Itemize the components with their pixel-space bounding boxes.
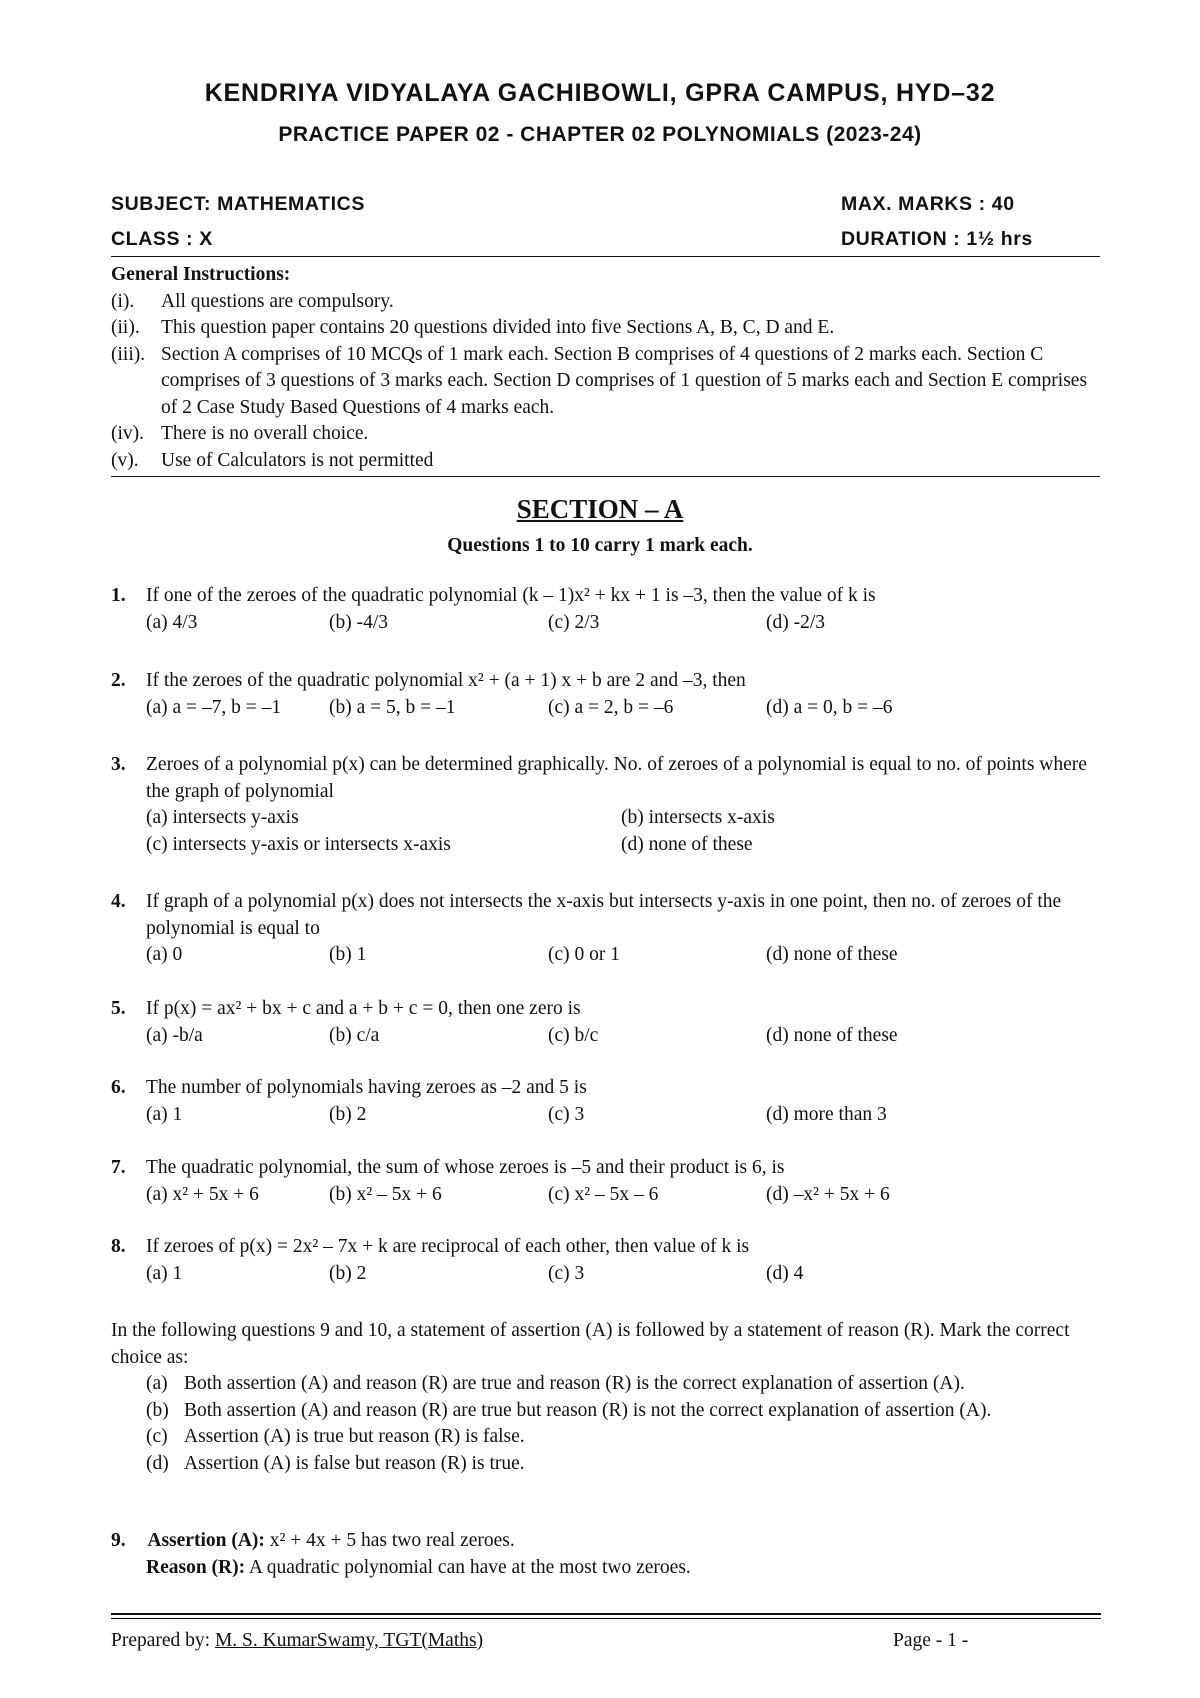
option-d: (d) none of these: [621, 833, 753, 855]
ar-choice: [146, 1451, 1066, 1478]
option-d: (d) 4: [766, 1262, 804, 1284]
instructions-title: General Instructions:: [111, 264, 291, 285]
option-c: (c) 3: [548, 1103, 585, 1125]
options-row: [146, 610, 1101, 637]
ar-choice: [146, 1398, 1066, 1425]
question-7: [111, 1155, 1101, 1208]
prepared-by-label: Prepared by:: [111, 1630, 211, 1651]
option-b: (b) 1: [329, 944, 367, 965]
instruction-item: [111, 315, 1101, 342]
options-row: [146, 805, 1101, 832]
question-text: The quadratic polynomial, the sum of whose zeroes is –5 and their product is 6, is: [146, 1157, 785, 1178]
ar-choice-text: Assertion (A) is true but reason (R) is false.: [184, 1426, 525, 1447]
assertion-label: Assertion (A):: [147, 1530, 265, 1551]
general-instructions: [111, 262, 1101, 474]
question-1: [111, 583, 1101, 636]
options-row: [146, 1182, 1101, 1209]
instruction-number: (ii).: [111, 317, 140, 338]
ar-choice-text: Both assertion (A) and reason (R) are true and reason (R) is the correct explanation of assertion (A).: [184, 1373, 965, 1394]
subject-label: SUBJECT: MATHEMATICS: [111, 193, 365, 215]
options-row: [146, 832, 1101, 859]
question-number: 3.: [111, 754, 126, 775]
question-text: If p(x) = ax² + bx + c and a + b + c = 0, then one zero is: [146, 998, 581, 1019]
question-text: If one of the zeroes of the quadratic polynomial (k – 1)x² + kx + 1 is –3, then the value of k is: [146, 585, 876, 606]
option-c: (c) intersects y-axis or intersects x-axis: [146, 833, 451, 855]
options-row: [146, 942, 1101, 969]
option-b: (b) 2: [329, 1262, 367, 1284]
school-name: KENDRIYA VIDYALAYA GACHIBOWLI, GPRA CAMPUS, HYD–32: [204, 79, 996, 107]
question-number: 1.: [111, 585, 126, 606]
option-a: (a) intersects y-axis: [146, 807, 299, 828]
instruction-text: All questions are compulsory.: [161, 290, 394, 312]
ar-choice: [146, 1371, 1066, 1398]
question-number: 6.: [111, 1077, 126, 1098]
instruction-text: There is no overall choice.: [161, 423, 369, 444]
page-number: Page - 1 -: [893, 1630, 969, 1651]
duration-label: DURATION : 1½ hrs: [841, 228, 1033, 250]
option-d: (d) -2/3: [766, 611, 826, 633]
class-label: CLASS : X: [111, 228, 213, 250]
question-6: [111, 1075, 1101, 1128]
question-number: 9.: [111, 1530, 126, 1551]
instruction-number: (v).: [111, 449, 139, 471]
option-d: (d) –x² + 5x + 6: [766, 1183, 890, 1205]
question-2: [111, 668, 1101, 721]
option-d: (d) none of these: [766, 944, 898, 965]
question-9: [111, 1528, 1101, 1581]
instruction-text: This question paper contains 20 questions divided into five Sections A, B, C, D and E.: [161, 317, 835, 338]
section-subtitle: Questions 1 to 10 carry 1 mark each.: [447, 535, 753, 556]
assertion-reason-choices: [146, 1371, 1066, 1477]
option-a: (a) -b/a: [146, 1024, 203, 1046]
ar-choice-label: (a): [146, 1373, 168, 1394]
instruction-item: [111, 448, 1101, 475]
header-divider: [111, 256, 1100, 257]
question-number: 7.: [111, 1157, 126, 1178]
question-text: Zeroes of a polynomial p(x) can be determined graphically. No. of zeroes of a polynomial is equal to no. of points where the graph of polynomial: [146, 754, 1087, 802]
option-c: (c) b/c: [548, 1024, 599, 1046]
option-d: (d) a = 0, b = –6: [766, 696, 893, 718]
option-c: (c) x² – 5x – 6: [548, 1183, 659, 1205]
instruction-text: Section A comprises of 10 MCQs of 1 mark each. Section B comprises of 4 questions of 2 marks each. Section C comprises of 3 questions of 3 marks each. Section D comprises of 1 question of 5 marks each and Section E comprises of 2 Case Study Based Questions of 4 marks each.: [161, 343, 1088, 418]
ar-choice-label: (d): [146, 1452, 169, 1474]
ar-choice: [146, 1424, 1066, 1451]
option-c: (c) 0 or 1: [548, 944, 621, 965]
instruction-number: (i).: [111, 290, 135, 312]
option-a: (a) 1: [146, 1262, 183, 1284]
assertion-reason-intro: In the following questions 9 and 10, a statement of assertion (A) is followed by a statement of reason (R). Mark the correct choice as:: [111, 1320, 1070, 1368]
ar-choice-label: (b): [146, 1399, 169, 1421]
question-5: [111, 996, 1101, 1049]
options-row: [146, 1023, 1101, 1050]
option-c: (c) 2/3: [548, 611, 600, 633]
option-b: (b) a = 5, b = –1: [329, 696, 456, 718]
option-b: (b) -4/3: [329, 611, 389, 633]
ar-choice-text: Assertion (A) is false but reason (R) is true.: [184, 1452, 525, 1474]
ar-choice-text: Both assertion (A) and reason (R) are true but reason (R) is not the correct explanation of assertion (A).: [184, 1399, 992, 1421]
max-marks-label: MAX. MARKS : 40: [841, 193, 1015, 215]
option-a: (a) 0: [146, 944, 183, 965]
option-c: (c) 3: [548, 1262, 585, 1284]
instruction-item: [111, 342, 1101, 422]
question-3: [111, 752, 1101, 858]
author-name: M. S. KumarSwamy, TGT(Maths): [214, 1630, 484, 1651]
instructions-divider: [111, 476, 1100, 477]
option-a: (a) 4/3: [146, 611, 198, 633]
ar-choice-label: (c): [146, 1426, 168, 1447]
question-number: 2.: [111, 670, 126, 691]
assertion-text: x² + 4x + 5 has two real zeroes.: [269, 1530, 515, 1551]
option-d: (d) more than 3: [766, 1103, 887, 1125]
instruction-number: (iii).: [111, 343, 146, 365]
options-row: [146, 1102, 1101, 1129]
paper-title: PRACTICE PAPER 02 - CHAPTER 02 POLYNOMIALS (2023-24): [278, 123, 922, 146]
option-b: (b) c/a: [329, 1024, 380, 1046]
reason-label: Reason (R):: [146, 1556, 246, 1578]
option-b: (b) 2: [329, 1103, 367, 1125]
option-d: (d) none of these: [766, 1024, 898, 1046]
instruction-text: Use of Calculators is not permitted: [161, 449, 434, 471]
option-a: (a) a = –7, b = –1: [146, 696, 282, 718]
question-text: If the zeroes of the quadratic polynomial x² + (a + 1) x + b are 2 and –3, then: [146, 670, 746, 691]
question-number: 8.: [111, 1236, 126, 1257]
footer-divider-thin: [111, 1618, 1101, 1619]
instruction-item: [111, 289, 1101, 316]
instruction-item: [111, 421, 1101, 448]
option-b: (b) intersects x-axis: [621, 807, 775, 828]
section-title: SECTION – A: [516, 494, 684, 524]
question-text: The number of polynomials having zeroes as –2 and 5 is: [146, 1077, 587, 1098]
question-text: If graph of a polynomial p(x) does not intersects the x-axis but intersects y-axis in one point, then no. of zeroes of the polynomial is equal to: [146, 891, 1062, 939]
question-number: 5.: [111, 998, 126, 1019]
footer-divider: [111, 1613, 1101, 1615]
question-number: 4.: [111, 891, 126, 912]
question-4: [111, 889, 1101, 969]
instruction-number: (iv).: [111, 423, 145, 444]
options-row: [146, 695, 1101, 722]
option-a: (a) x² + 5x + 6: [146, 1183, 259, 1205]
reason-text: A quadratic polynomial can have at the most two zeroes.: [248, 1556, 691, 1578]
option-a: (a) 1: [146, 1103, 183, 1125]
prepared-by: [111, 1628, 483, 1655]
option-c: (c) a = 2, b = –6: [548, 696, 674, 718]
question-text: If zeroes of p(x) = 2x² – 7x + k are reciprocal of each other, then value of k is: [146, 1236, 750, 1257]
option-b: (b) x² – 5x + 6: [329, 1183, 442, 1205]
options-row: [146, 1261, 1101, 1288]
question-8: [111, 1234, 1101, 1287]
